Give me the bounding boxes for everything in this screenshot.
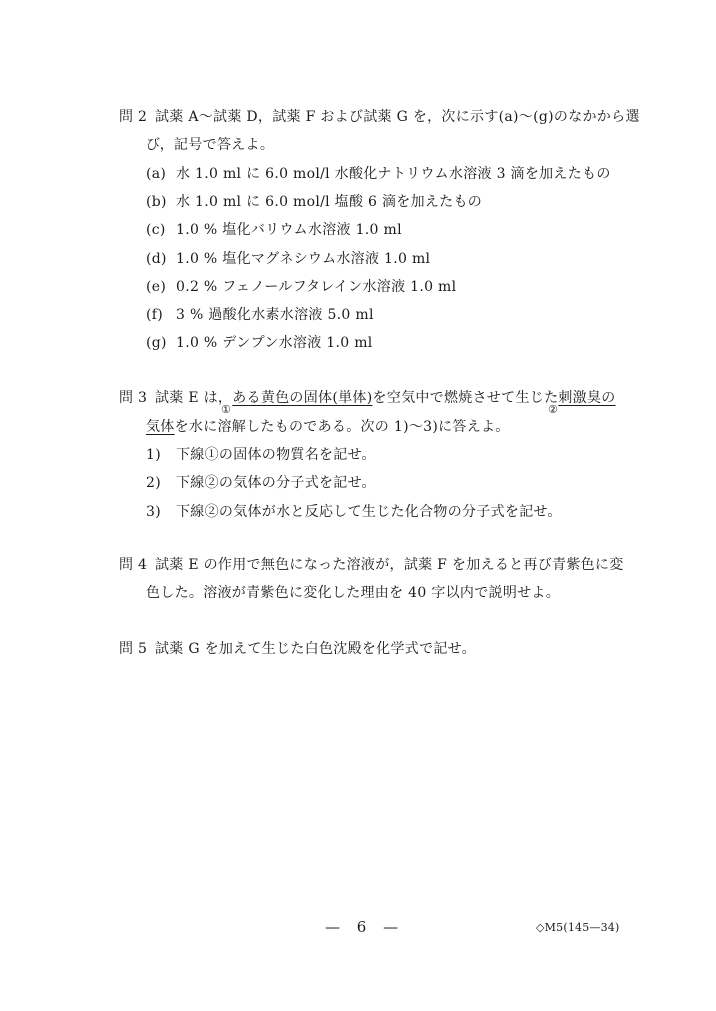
exam-code: ◇M5(145—34) xyxy=(536,921,620,934)
q4-line1 xyxy=(119,556,624,574)
q2-option-b xyxy=(146,193,482,211)
q2-option-f xyxy=(146,306,374,324)
q3-underline-2a: 刺激臭の xyxy=(558,390,616,406)
q3-line1-middle: を空気中で燃焼させて生じた xyxy=(372,390,559,406)
q5-text: 試薬 G を加えて生じた白色沈殿を化学式で記せ。 xyxy=(155,641,476,657)
q3-line2-suffix: を水に溶解したものである。次の 1)～3)に答えよ。 xyxy=(174,419,510,435)
option-text: 1.0 % 塩化マグネシウム水溶液 1.0 ml xyxy=(176,251,431,267)
sub-number: 1) xyxy=(146,447,161,463)
q2-number: 問 2 xyxy=(119,109,148,125)
q2-option-e xyxy=(146,278,456,296)
q4-text-line1: 試薬 E の作用で無色になった溶液が，試薬 F を加えると再び青紫色に変 xyxy=(155,557,624,573)
q2-option-d xyxy=(146,250,430,268)
sub-text: 下線①の固体の物質名を記せ。 xyxy=(176,447,376,463)
q2-option-g xyxy=(146,334,373,352)
sub-text: 下線②の気体が水と反応して生じた化合物の分子式を記せ。 xyxy=(176,504,562,520)
option-text: 水 1.0 ml に 6.0 mol/l 塩酸 6 滴を加えたもの xyxy=(176,194,483,210)
q2-option-a xyxy=(146,165,611,183)
q4-number: 問 4 xyxy=(119,557,148,573)
q3-sub-3 xyxy=(146,503,562,521)
option-text: 3 % 過酸化水素水溶液 5.0 ml xyxy=(176,307,374,323)
q3-sub-1 xyxy=(146,446,376,464)
q3-line1 xyxy=(119,389,616,407)
option-text: 0.2 % フェノールフタレイン水溶液 1.0 ml xyxy=(176,279,457,295)
q3-mark-1: ① xyxy=(221,403,231,416)
q3-number: 問 3 xyxy=(119,390,148,406)
sub-number: 3) xyxy=(146,504,161,520)
option-label: (g) xyxy=(146,335,167,351)
q2-line1 xyxy=(119,108,640,126)
option-text: 1.0 % デンプン水溶液 1.0 ml xyxy=(176,335,373,351)
option-label: (c) xyxy=(146,222,166,238)
option-label: (f) xyxy=(146,307,164,323)
sub-text: 下線②の気体の分子式を記せ。 xyxy=(176,475,376,491)
page-number: — 6 — xyxy=(325,918,405,936)
q5-line xyxy=(119,640,476,658)
sub-number: 2) xyxy=(146,475,161,491)
option-label: (b) xyxy=(146,194,167,210)
q2-line2: び，記号で答えよ。 xyxy=(146,137,275,153)
q3-mark-2: ② xyxy=(548,403,558,416)
q5-number: 問 5 xyxy=(119,641,148,657)
option-label: (e) xyxy=(146,279,167,295)
q3-line2 xyxy=(146,418,510,436)
q3-underline-2b: 気体 xyxy=(146,419,175,435)
option-text: 水 1.0 ml に 6.0 mol/l 水酸化ナトリウム水溶液 3 滴を加えたもの xyxy=(176,166,611,182)
q2-text-line1: 試薬 A～試薬 D，試薬 F および試薬 G を，次に示す(a)～(g)のなかから選 xyxy=(155,109,640,125)
q3-sub-2 xyxy=(146,474,376,492)
q2-option-c xyxy=(146,221,402,239)
option-label: (a) xyxy=(146,166,167,182)
q3-underline-1: ある黄色の固体(単体) xyxy=(232,390,373,406)
option-text: 1.0 % 塩化バリウム水溶液 1.0 ml xyxy=(176,222,402,238)
option-label: (d) xyxy=(146,251,167,267)
q3-line1-prefix: 試薬 E は， xyxy=(155,390,233,406)
q4-line2: 色した。溶液が青紫色に変化した理由を 40 字以内で説明せよ。 xyxy=(146,585,561,601)
